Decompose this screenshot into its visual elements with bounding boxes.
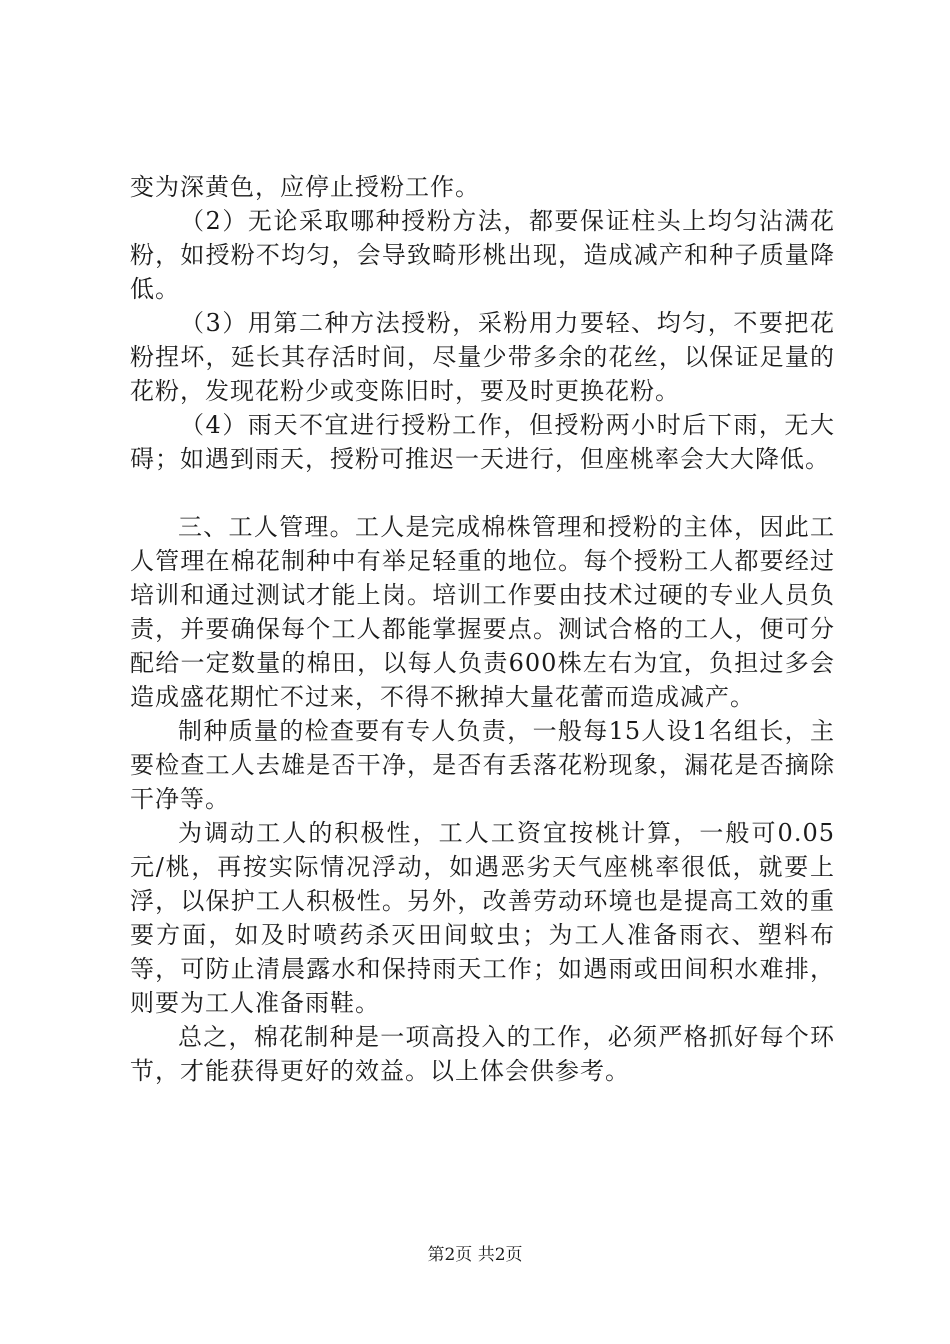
paragraph-continuation: 变为深黄色，应停止授粉工作。 bbox=[130, 173, 480, 201]
paragraph-wages: 为调动工人的积极性，工人工资宜按桃计算，一般可0.05元/桃，再按实际情况浮动，如遇恶劣天气座桃率很低，就要上浮，以保护工人积极性。另外，改善劳动环境也是提高工效的重要方面，如及时喷药杀灭田间蚊虫；为工人准备雨衣、塑料布等，可防止清晨露水和保持雨天工作；如遇雨或田间积水难排，则要为工人准备雨鞋。 bbox=[130, 819, 835, 1017]
page-number-footer: 第2页 共2页 bbox=[427, 1245, 523, 1265]
paragraph-item-2: （2）无论采取哪种授粉方法，都要保证柱头上均匀沾满花粉，如授粉不均匀，会导致畸形桃出现，造成减产和种子质量降低。 bbox=[130, 207, 835, 303]
paragraph-item-4: （4）雨天不宜进行授粉工作，但授粉两小时后下雨，无大碍；如遇到雨天，授粉可推迟一天进行，但座桃率会大大降低。 bbox=[130, 411, 835, 473]
paragraph-section-three: 三、工人管理。工人是完成棉株管理和授粉的主体，因此工人管理在棉花制种中有举足轻重的地位。每个授粉工人都要经过培训和通过测试才能上岗。培训工作要由技术过硬的专业人员负责，并要确保每个工人都能掌握要点。测试合格的工人，便可分配给一定数量的棉田，以每人负责600株左右为宜，负担过多会造成盛花期忙不过来，不得不揪掉大量花蕾而造成减产。 bbox=[130, 513, 835, 711]
document-body bbox=[130, 170, 835, 1088]
paragraph-conclusion: 总之，棉花制种是一项高投入的工作，必须严格抓好每个环节，才能获得更好的效益。以上体会供参考。 bbox=[130, 1023, 835, 1085]
paragraph-item-3: （3）用第二种方法授粉，采粉用力要轻、均匀，不要把花粉捏坏，延长其存活时间，尽量少带多余的花丝，以保证足量的花粉，发现花粉少或变陈旧时，要及时更换花粉。 bbox=[130, 309, 835, 405]
paragraph-quality-check: 制种质量的检查要有专人负责，一般每15人设1名组长，主要检查工人去雄是否干净，是否有丢落花粉现象，漏花是否摘除干净等。 bbox=[130, 717, 835, 813]
section-spacer bbox=[130, 476, 835, 510]
